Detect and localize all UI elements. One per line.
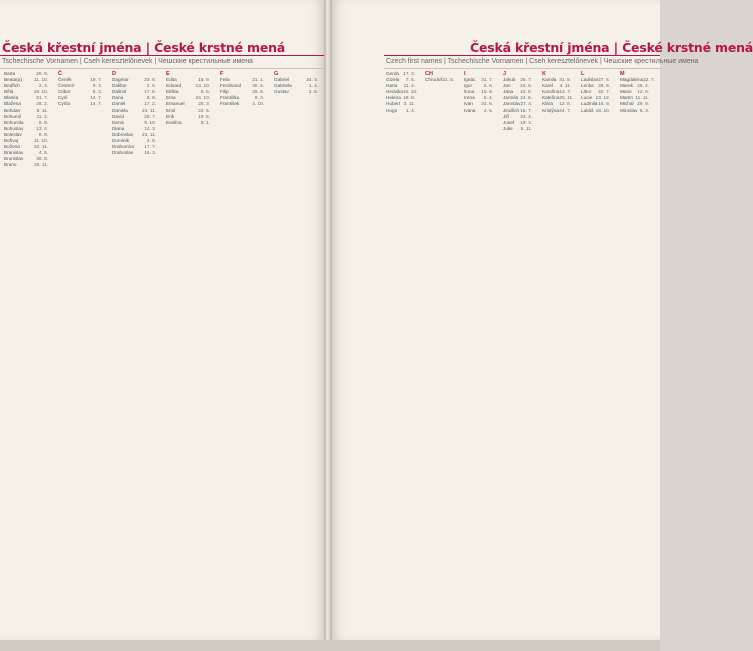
name-column <box>620 71 659 626</box>
entry-date: 11. 10. <box>34 138 48 144</box>
name-entry <box>386 108 419 114</box>
entry-date: 5. 3. <box>92 89 102 95</box>
entry-date: 7. 5. <box>405 77 415 83</box>
right-subtitle-rule <box>384 68 660 69</box>
entry-name: Gustav <box>274 89 289 95</box>
entry-name: Drahomíra <box>112 144 135 150</box>
entry-date: 11. 11. <box>635 95 649 101</box>
entry-name: Jana <box>503 89 514 95</box>
entry-name: Beata(a) <box>4 77 22 83</box>
entry-date: 17. 3. <box>403 71 415 76</box>
entry-name: Dalibor <box>112 83 127 89</box>
name-entry <box>425 77 458 83</box>
entry-date: 27. 4. <box>520 101 533 107</box>
entry-date: 21. 1. <box>252 77 264 83</box>
entry-name: Daniela <box>112 107 128 113</box>
entry-date: 25. 11. <box>559 95 574 101</box>
entry-date: 19. 5. <box>198 113 210 119</box>
entry-name: Dobroslav <box>112 131 134 137</box>
entry-name: František <box>220 101 240 107</box>
entry-name: Blanka <box>4 95 19 101</box>
entry-name: Klára <box>542 101 553 107</box>
entry-date: 24. 4. <box>520 113 532 119</box>
right-page-subtitle: Czech first names | Tschechische Vornamen | Cseh keresztelőnevek | Чешские крестильные имена <box>386 58 699 65</box>
entry-name: Dagmar <box>112 77 129 83</box>
entry-name: Ladislav <box>581 77 599 83</box>
entry-name: Jakub <box>503 77 516 83</box>
left-page-title: Česká křestní jména | České krstné mená <box>2 40 286 55</box>
right-title-rule <box>384 55 660 56</box>
entry-name: Julie <box>503 125 513 131</box>
entry-date: 8. 8. <box>38 119 48 125</box>
section-letter: F <box>220 71 224 77</box>
name-column <box>4 71 58 626</box>
entry-date: 4. 11. <box>559 83 571 89</box>
section-letter: E <box>166 71 170 77</box>
section-letter: L <box>581 71 585 77</box>
entry-date: 9. 3. <box>92 83 102 89</box>
entry-name: Bohumil <box>4 113 21 119</box>
entry-date: 18. 10. <box>595 107 610 113</box>
entry-date: 6. 3. <box>639 107 649 113</box>
entry-name: Bohuslav <box>4 125 24 131</box>
entry-date: 2. 6. <box>146 83 156 89</box>
entry-name: Bedřich <box>4 83 20 89</box>
name-entry <box>620 108 653 114</box>
entry-date: 31. 5. <box>559 77 571 83</box>
name-entry <box>542 108 575 114</box>
entry-name: Libor <box>581 89 592 95</box>
entry-name: Ctibor <box>58 89 71 95</box>
name-column <box>112 71 166 626</box>
entry-date: 11. 4. <box>403 83 415 89</box>
entry-name: Bohdan <box>4 107 21 113</box>
name-entry <box>581 108 614 114</box>
section-letter: K <box>542 71 546 77</box>
entry-name: Hedvika <box>386 89 403 95</box>
entry-date: 30. 8. <box>36 156 48 162</box>
entry-date: 14. 7. <box>90 95 102 101</box>
entry-name: Marek <box>620 83 634 89</box>
entry-date: 11. 2. <box>36 113 48 119</box>
entry-name: Hana <box>386 83 398 89</box>
entry-date: 12. 8. <box>559 101 571 107</box>
entry-name: Blažena <box>4 101 21 107</box>
entry-date: 19. 3. <box>520 119 532 125</box>
entry-date: 18. 10. <box>33 89 48 95</box>
entry-name: Miroslav <box>620 107 638 113</box>
entry-name: Cyrila <box>58 101 70 107</box>
entry-name: Jan <box>503 83 511 89</box>
entry-name: Bruno <box>4 162 17 168</box>
entry-name: Cyril <box>58 95 68 101</box>
entry-date: 26. 3. <box>198 101 210 107</box>
entry-date: 4. 6. <box>483 107 493 113</box>
entry-name: Bořivoj <box>4 138 19 144</box>
entry-name: Ivana <box>464 107 476 113</box>
entry-name: Jiří <box>503 113 510 119</box>
entry-date: 23. 8. <box>144 77 156 83</box>
entry-name: Ludmila <box>581 101 598 107</box>
entry-date: 9. 11. <box>36 107 48 113</box>
entry-date: 1. 4. <box>405 107 415 113</box>
entry-date: 8. 8. <box>146 95 156 101</box>
entry-date: 5. 11. <box>520 125 532 131</box>
entry-date: 26. 5. <box>252 89 264 95</box>
entry-date: 22. 7. <box>598 89 610 95</box>
entry-date: 15. 8. <box>481 89 493 95</box>
entry-name: Františka <box>220 95 240 101</box>
entry-date: 18. 8. <box>403 95 415 101</box>
entry-date: 25. 7. <box>520 77 532 83</box>
entry-name: Michal <box>620 101 634 107</box>
entry-date: 25. 4. <box>637 83 649 89</box>
left-name-columns <box>4 71 328 626</box>
entry-name: Martin <box>620 95 634 101</box>
entry-date: 24. 5. <box>520 89 532 95</box>
book-edge <box>0 640 660 651</box>
entry-date: 14. 7. <box>90 101 102 107</box>
entry-date: 11. 5. <box>442 77 455 83</box>
entry-date: 24. 3. <box>306 77 318 83</box>
entry-name: Jaroslav <box>503 101 521 107</box>
name-entry <box>4 162 52 168</box>
name-column <box>274 71 328 626</box>
name-entry <box>220 101 268 107</box>
entry-name: Čeněk <box>58 77 72 83</box>
entry-name: Kristýna <box>542 107 559 113</box>
entry-name: Kamila <box>542 77 557 83</box>
entry-name: Boleslav <box>4 131 22 137</box>
entry-name: Gerda <box>386 71 400 76</box>
section-letter: G <box>274 71 279 77</box>
entry-name: Bohumila <box>4 119 24 125</box>
entry-date: 4. 5. <box>38 150 48 156</box>
name-column <box>425 71 464 626</box>
entry-name: Hugo <box>386 107 398 113</box>
entry-date: 16. 10. <box>402 89 418 95</box>
entry-date: 5. 6. <box>483 83 493 89</box>
entry-date: 31. 7. <box>481 77 493 83</box>
left-subtitle-rule <box>0 68 326 69</box>
entry-name: Ema <box>166 95 176 101</box>
entry-name: Branislav <box>4 150 24 156</box>
entry-name: Běla <box>4 89 14 95</box>
entry-date: 15. 7. <box>520 107 532 113</box>
entry-date: 4. 8. <box>146 138 156 144</box>
right-name-columns <box>386 71 659 626</box>
entry-date: 19. 7. <box>90 77 102 83</box>
entry-date: 24. 10. <box>195 95 210 101</box>
entry-name: Barta <box>4 71 16 76</box>
left-page <box>0 0 326 640</box>
right-page-title: Česká křestní jména | České krstné mená <box>470 40 753 55</box>
entry-date: 16. 3. <box>144 150 156 156</box>
entry-date: 9. 3. <box>254 95 264 101</box>
entry-name: Božena <box>4 144 20 150</box>
name-entry <box>503 126 536 132</box>
entry-name: Magdaléna <box>620 77 644 83</box>
entry-date: 3. 11. <box>403 101 415 107</box>
entry-name: Igor <box>464 83 473 89</box>
entry-name: Filip <box>220 89 229 95</box>
entry-date: 8. 6. <box>200 89 210 95</box>
entry-name: Evelína <box>166 119 182 125</box>
name-entry <box>58 101 106 107</box>
entry-date: 2. 3. <box>38 83 48 89</box>
entry-date: 14. 7. <box>559 89 572 95</box>
entry-date: 14. 3. <box>144 125 156 131</box>
entry-date: 22. 5. <box>198 107 210 113</box>
entry-name: Felix <box>220 77 230 83</box>
name-column <box>220 71 274 626</box>
entry-date: 4. 10. <box>252 101 264 107</box>
entry-date: 22. 7. <box>643 77 655 83</box>
name-entry <box>274 89 322 95</box>
name-column <box>542 71 581 626</box>
section-letter: M <box>620 71 625 77</box>
entry-date: 24. 6. <box>481 101 493 107</box>
entry-date: 6. 8. <box>38 131 48 137</box>
entry-date: 28. 2. <box>36 101 48 107</box>
section-letter: D <box>112 71 116 77</box>
name-column <box>166 71 220 626</box>
entry-date: 26. 11. <box>34 162 48 168</box>
entry-name: Ignác <box>464 77 476 83</box>
name-entry <box>112 150 160 156</box>
entry-name: Jarmila <box>503 95 519 101</box>
entry-name: Karel <box>542 83 553 89</box>
entry-date: 21. 7. <box>36 95 48 101</box>
entry-date: 20. 9. <box>36 71 48 76</box>
entry-date: 1. 4. <box>308 83 318 89</box>
entry-date: 24. 7. <box>559 107 571 113</box>
name-entry <box>464 108 497 114</box>
section-letter: J <box>503 71 507 77</box>
entry-date: 22. 11. <box>34 144 48 150</box>
entry-date: 9. 10. <box>144 119 156 125</box>
entry-name: Erik <box>166 113 175 119</box>
entry-date: 29. 9. <box>637 101 649 107</box>
entry-date: 27. 6. <box>598 77 610 83</box>
entry-name: Emanuel <box>166 101 185 107</box>
entry-date: 12. 9. <box>637 89 649 95</box>
entry-name: Gabriela <box>274 83 292 89</box>
entry-name: Daniel <box>112 101 126 107</box>
entry-name: Ferdinand <box>220 83 242 89</box>
entry-name: Marie <box>620 89 632 95</box>
entry-name: Lukáš <box>581 107 594 113</box>
entry-date: 13. 12. <box>595 95 610 101</box>
right-page <box>330 0 753 640</box>
entry-name: Dominik <box>112 138 129 144</box>
name-column <box>503 71 542 626</box>
entry-name: Irena <box>464 95 475 101</box>
entry-name: Hubert <box>386 101 401 107</box>
entry-name: Helena <box>386 95 401 101</box>
entry-name: Eduard <box>166 83 182 89</box>
entry-name: Drahoslav <box>112 150 134 156</box>
entry-date: 5. 4. <box>483 95 493 101</box>
entry-name: Karolína <box>542 89 560 95</box>
left-page-subtitle: Tschechische Vornamen | Cseh keresztelőnevek | Чешские крестильные имена <box>2 58 253 65</box>
entry-date: 13. 4. <box>36 125 48 131</box>
name-entry <box>166 120 214 126</box>
name-column <box>386 71 425 626</box>
entry-name: Diana <box>112 125 125 131</box>
entry-name: Gabriel <box>274 77 290 83</box>
entry-name: David <box>112 113 124 119</box>
entry-date: 28. 8. <box>598 83 610 89</box>
entry-date: 17. 2. <box>144 101 156 107</box>
entry-date: 16. 9. <box>598 101 610 107</box>
left-title-rule <box>0 55 326 56</box>
entry-date: 2. 8. <box>308 89 318 95</box>
entry-date: 30. 5. <box>252 83 264 89</box>
book-gutter <box>324 0 332 646</box>
entry-name: Jindřich <box>503 107 520 113</box>
entry-name: Emil <box>166 107 176 113</box>
name-column <box>581 71 620 626</box>
entry-name: Dana <box>112 95 124 101</box>
entry-name: Čestmír <box>58 83 75 89</box>
entry-date: 24. 6. <box>520 95 532 101</box>
entry-name: Eliška <box>166 89 179 95</box>
entry-name: Josef <box>503 119 515 125</box>
name-column <box>464 71 503 626</box>
entry-name: Gizela <box>386 77 400 83</box>
entry-date: 11. 10. <box>34 77 48 83</box>
entry-date: 13. 10. <box>195 83 210 89</box>
entry-date: 23. 11. <box>142 131 156 137</box>
entry-name: Bronislav <box>4 156 24 162</box>
entry-date: 24. 11. <box>142 107 156 113</box>
entry-name: Lenka <box>581 83 594 89</box>
entry-name: Ivan <box>464 101 473 107</box>
entry-name: Ilona <box>464 89 475 95</box>
entry-name: Edita <box>166 77 177 83</box>
entry-name: Lucie <box>581 95 593 101</box>
entry-name: Dalimil <box>112 89 127 95</box>
section-letter: Č <box>58 71 62 77</box>
entry-date: 24. 6. <box>520 83 532 89</box>
entry-date: 16. 9. <box>198 77 210 83</box>
entry-date: 17. 6. <box>144 89 156 95</box>
name-column <box>58 71 112 626</box>
entry-date: 28. 7. <box>144 113 156 119</box>
section-letter: CH <box>425 71 433 77</box>
entry-name: Kateřina <box>542 95 560 101</box>
entry-name: Denis <box>112 119 124 125</box>
section-letter: I <box>464 71 466 77</box>
entry-date: 17. 7. <box>144 144 156 150</box>
entry-date: 8. 1. <box>200 119 210 125</box>
entry-name: Chrudoš <box>425 77 443 83</box>
